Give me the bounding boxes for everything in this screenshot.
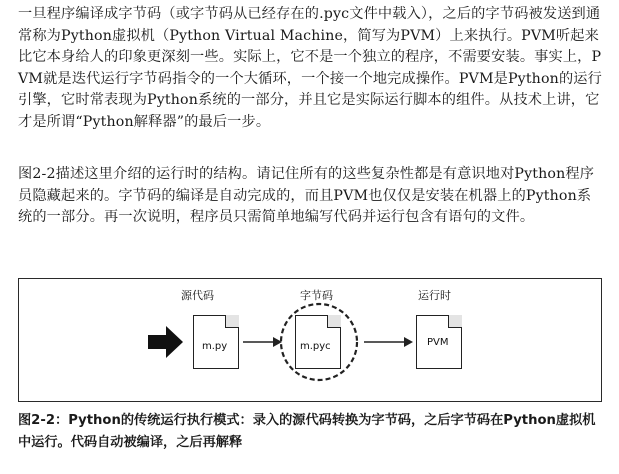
runtime-pvm-name: PVM bbox=[427, 337, 449, 348]
runtime-pvm-fold-icon bbox=[448, 315, 462, 328]
runtime-label: 运行时 bbox=[418, 289, 451, 302]
bytecode-label: 字节码 bbox=[300, 289, 333, 302]
source-code-label: 源代码 bbox=[181, 289, 214, 302]
bytecode-file-fold-icon bbox=[327, 315, 341, 328]
source-file-name: m.py bbox=[202, 341, 228, 352]
figure-caption: 图2-2：Python的传统运行执行模式：录入的源代码转换为字节码，之后字节码在Python虚拟机中运行。代码自动被编译，之后再解释 bbox=[18, 413, 596, 450]
bytecode-file-name: m.pyc bbox=[300, 341, 331, 352]
bytecode-to-runtime-arrowhead-icon bbox=[404, 337, 413, 347]
source-file-fold-icon bbox=[225, 315, 239, 328]
figure-2-2-diagram bbox=[18, 278, 602, 402]
paragraph-1: 一旦程序编译成字节码（或字节码从已经存在的.pyc文件中载入），之后的字节码被发送到通常称为Python虚拟机（Python Virtual Machine，简写为PVM）上来执行。PVM听起来比它本身给人的印象更深刻一些。实际上，它不是一个独立的程序，不需要安装。事实上，PVM就是迭代运行字节码指令的一个大循环，一个接一个地完成操作。PVM是Python的运行引擎，它时常表现为Python系统的一部分，并且它是实际运行脚本的组件。从技术上讲，它才是所谓“Python解释器”的最后一步。 bbox=[18, 6, 602, 130]
paragraph-2: 图2-2描述这里介绍的运行时的结构。请记住所有的这些复杂性都是有意识地对Python程序员隐藏起来的。字节码的编译是自动完成的，而且PVM也仅仅是安装在机器上的Python系统的一部分。再一次说明，程序员只需简单地编写代码并运行包含有语句的文件。 bbox=[18, 166, 595, 226]
input-arrow-icon bbox=[148, 326, 183, 358]
